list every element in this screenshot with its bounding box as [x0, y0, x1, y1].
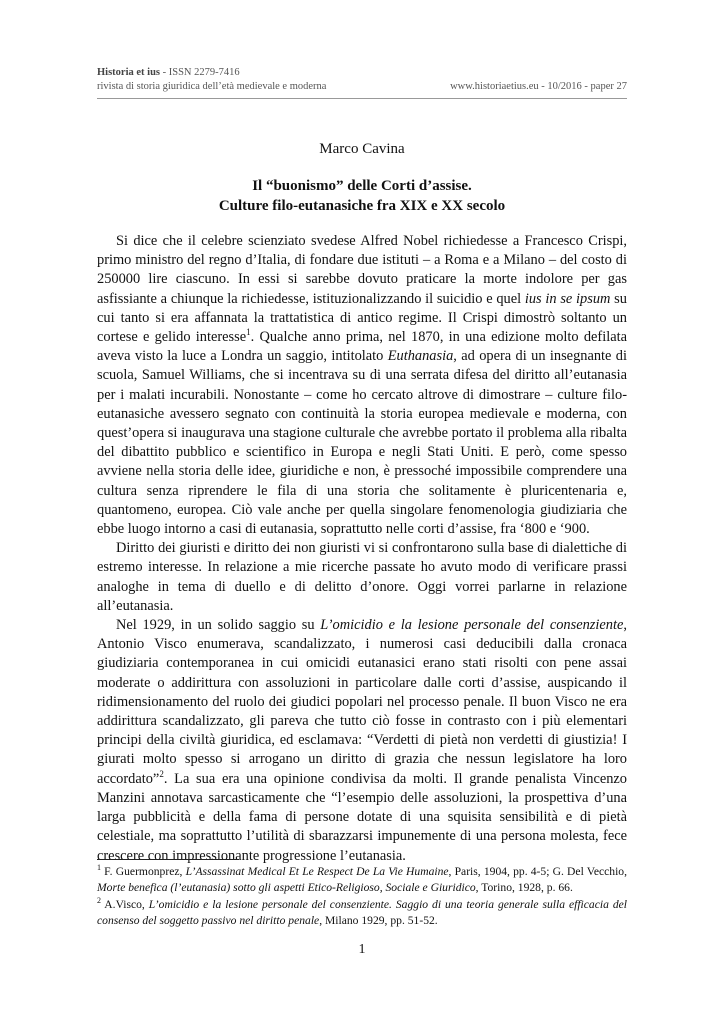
paper-title	[0, 176, 724, 216]
body-text	[97, 232, 627, 866]
footnote-number: 1	[97, 863, 101, 873]
footnote-ref-1[interactable]: 1	[246, 327, 251, 338]
footnote-rule	[97, 859, 239, 860]
italic-run: Morte benefica (l’eutanasia) sotto gli aspetti Etico-Religioso, Sociale e Giuridico	[97, 880, 476, 894]
journal-issn: - ISSN 2279-7416	[160, 67, 240, 78]
text-run: , Antonio Visco enumerava, scandalizzato, i numerosi casi deducibili dalla cronaca giudiziaria contemporanea in cui omicidi eutanasici erano stati risolti con pene assai moderate o addirittura con assoluzioni in particolare dalle corti d’assise, auspicando il ridimensionamento del ruolo dei giudici popolari nel processo penale. Il buon Visco ne era addirittura scandalizzato, gli pareva che tutto ciò fosse in contrasto con i più elementari principi della civiltà giuridica, ed esclamava: “Verdetti di pietà non verdetti di giustizia! I giurati molto spesso si arrogano un diritto di grazia che nessun legislatore ha loro accordato”	[97, 617, 627, 787]
text-run: A.Visco,	[101, 898, 149, 912]
header-rule	[97, 98, 627, 99]
title-line-1: Il “buonismo” delle Corti d’assise.	[252, 178, 472, 194]
paragraph-1	[97, 232, 627, 539]
footnote-ref-2[interactable]: 2	[159, 768, 164, 779]
text-run: , Milano 1929, pp. 51-52.	[319, 913, 438, 927]
text-run: F. Guermonprez,	[101, 865, 186, 878]
italic-run: L’Assassinat Medical Et Le Respect De La Vie Humaine	[185, 865, 449, 878]
journal-subtitle: rivista di storia giuridica dell’età medievale e moderna	[97, 81, 327, 92]
footnote-number: 2	[97, 896, 101, 906]
text-run: Si dice che il celebre scienziato svedese Alfred Nobel richiedesse a Francesco Crispi, primo ministro del regno d’Italia, di fondare due istituti – a Roma e a Milano – del costo di 250000 lire ciascuno. In essi si sarebbe dovuto praticare la morte indolore per gas asfissiante a chiunque la richiedesse, istituzionalizzando il suicidio e quel	[97, 233, 627, 307]
italic-run: ius in se ipsum	[524, 290, 611, 307]
italic-run: L’omicidio e la lesione personale del consenziente. Saggio di una teoria generale sulla efficacia del consenso del soggetto passivo nel diritto penale	[97, 898, 627, 927]
author-name: Marco Cavina	[319, 141, 405, 157]
footnote-1	[97, 864, 627, 895]
italic-run: Euthanasia	[387, 348, 454, 365]
footnotes	[97, 864, 627, 930]
italic-run: L’omicidio e la lesione personale del consenziente	[320, 617, 624, 634]
text-run: , ad opera di un insegnante di scuola, Samuel Williams, che si incentrava su di una serrata difesa del diritto all’eutanasia per i malati incurabili. Nonostante – come ho cercato altrove di dimostrare – culture filo-eutanasiche avessero segnato con continuità la storia europea medievale e moderna, con quest’opera si inaugurava una stagione culturale che avrebbe portato il problema alla ribalta del dibattito pubblico e scientifico in Europa e negli Stati Uniti. E però, come spesso avviene nella storia delle idee, giuridiche e non, è pressoché impossibile comprendere una cultura senza riprendere le fila di una storia che solitamente è pluricentenaria e, quantomeno, europea. Ciò vale anche per quella singolare fenomenologia giudiziaria che ebbe luogo intorno a casi di eutanasia, soprattutto nelle corti d’assise, fra ‘800 e ‘900.	[97, 348, 627, 538]
text-run: . La sua era una opinione condivisa da molti. Il grande penalista Vincenzo Manzini annotava sarcasticamente che “l’esempio delle assoluzioni, la prospettiva d’una larga pubblicità e della fama di persone dotate di una squisita sensibilità e di pietà celestiale, ma soprattutto l’utilità di sbarazzarsi impunemente di una persona molesta, fece crescere con impressionante progressione l’eutanasia.	[97, 770, 627, 864]
page-number: 1	[358, 942, 366, 957]
journal-name: Historia et ius	[97, 67, 160, 78]
footnote-2	[97, 897, 627, 928]
text-run: su cui tanto si era affannata la trattatistica di antico regime. Il Crispi dimostrò soltanto un cortese e gelido interesse	[97, 290, 627, 346]
header-line-1	[97, 66, 627, 80]
text-run: Nel 1929, in un solido saggio su	[116, 617, 321, 634]
running-header	[97, 66, 627, 94]
text-run: . Qualche anno prima, nel 1870, in una edizione molto defilata aveva visto la luce a Londra un saggio, intitolato	[97, 329, 627, 365]
text-run: , Torino, 1928, p. 66.	[475, 880, 573, 894]
issue-info: www.historiaetius.eu - 10/2016 - paper 27	[450, 81, 627, 92]
text-run: , Paris, 1904, pp. 4-5; G. Del Vecchio,	[448, 865, 627, 878]
paragraph-2: Diritto dei giuristi e diritto dei non giuristi vi si confrontarono sulla base di dialettiche di estremo interesse. In relazione a mie ricerche passate ho avuto modo di verificare prassi analoghe in tema di duello e di delitto d’onore. Oggi vorrei parlarne in relazione all’eutanasia.	[97, 540, 627, 614]
title-line-2: Culture filo-eutanasiche fra XIX e XX secolo	[218, 198, 506, 214]
header-line-2	[97, 80, 627, 94]
paragraph-3	[97, 616, 627, 866]
